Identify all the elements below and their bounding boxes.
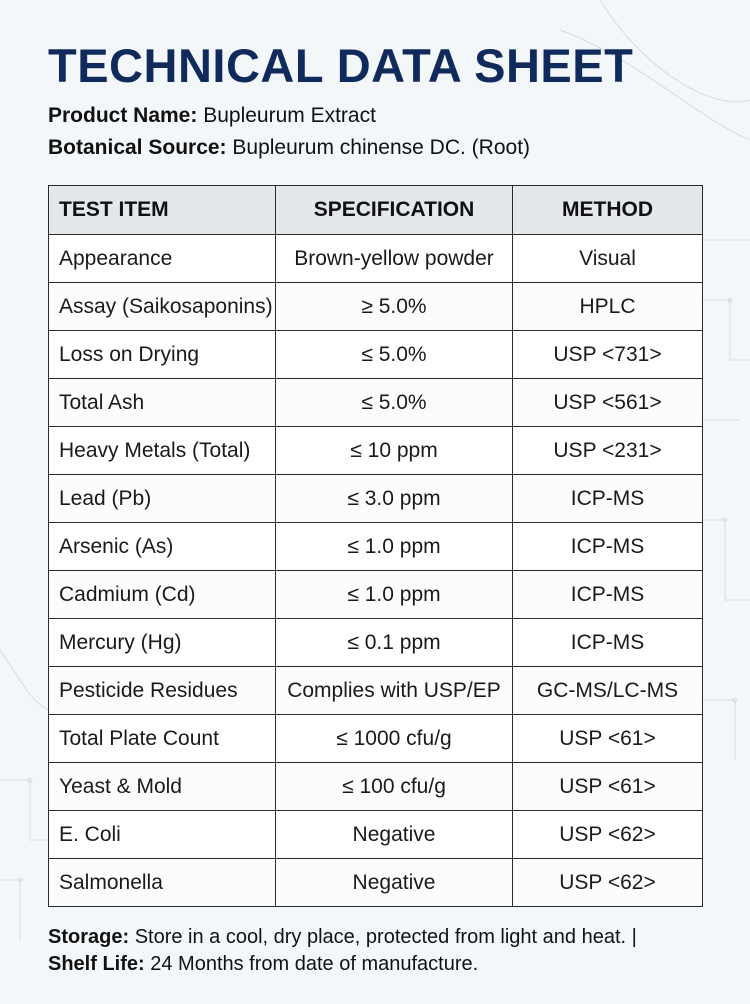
method-cell: USP <231> — [513, 427, 703, 475]
storage-shelf-life-note — [48, 924, 708, 978]
specification-cell: Complies with USP/EP — [276, 667, 513, 715]
table-row — [49, 523, 703, 571]
page-title: TECHNICAL DATA SHEET — [48, 39, 634, 92]
storage-value: Store in a cool, dry place, protected from light and heat. | — [134, 926, 637, 948]
table-row — [49, 811, 703, 859]
table-row — [49, 859, 703, 907]
table-row — [49, 619, 703, 667]
table-row — [49, 427, 703, 475]
table-row — [49, 331, 703, 379]
test-item-cell: Loss on Drying — [49, 331, 276, 379]
table-row — [49, 235, 703, 283]
header-test-item: TEST ITEM — [49, 186, 276, 235]
test-item-cell: Heavy Metals (Total) — [49, 427, 276, 475]
method-cell: USP <61> — [513, 763, 703, 811]
method-cell: USP <731> — [513, 331, 703, 379]
specification-cell: ≤ 3.0 ppm — [276, 475, 513, 523]
table-row — [49, 763, 703, 811]
table-row — [49, 379, 703, 427]
botanical-source-line — [48, 135, 530, 161]
method-cell: USP <61> — [513, 715, 703, 763]
table-row — [49, 667, 703, 715]
storage-label: Storage: — [48, 926, 130, 948]
product-name-value: Bupleurum Extract — [203, 104, 376, 127]
table-row — [49, 283, 703, 331]
table-row — [49, 571, 703, 619]
table-row — [49, 475, 703, 523]
test-item-cell: Assay (Saikosaponins) — [49, 283, 276, 331]
specification-cell: ≥ 5.0% — [276, 283, 513, 331]
botanical-source-value: Bupleurum chinense DC. (Root) — [232, 136, 531, 159]
product-name-line — [48, 103, 376, 129]
table-header-row — [49, 186, 703, 235]
method-cell: ICP-MS — [513, 523, 703, 571]
specification-cell: ≤ 0.1 ppm — [276, 619, 513, 667]
specification-cell: ≤ 1000 cfu/g — [276, 715, 513, 763]
shelf-life-value: 24 Months from date of manufacture. — [150, 953, 479, 975]
method-cell: HPLC — [513, 283, 703, 331]
specification-cell: ≤ 1.0 ppm — [276, 571, 513, 619]
test-item-cell: Lead (Pb) — [49, 475, 276, 523]
specification-cell: ≤ 10 ppm — [276, 427, 513, 475]
specification-cell: ≤ 100 cfu/g — [276, 763, 513, 811]
method-cell: GC-MS/LC-MS — [513, 667, 703, 715]
method-cell: USP <62> — [513, 859, 703, 907]
shelf-life-label: Shelf Life: — [48, 953, 145, 975]
test-item-cell: Yeast & Mold — [49, 763, 276, 811]
test-item-cell: E. Coli — [49, 811, 276, 859]
method-cell: ICP-MS — [513, 571, 703, 619]
method-cell: USP <62> — [513, 811, 703, 859]
test-item-cell: Salmonella — [49, 859, 276, 907]
method-cell: Visual — [513, 235, 703, 283]
specification-cell: ≤ 1.0 ppm — [276, 523, 513, 571]
specification-cell: Brown-yellow powder — [276, 235, 513, 283]
test-item-cell: Mercury (Hg) — [49, 619, 276, 667]
test-item-cell: Total Ash — [49, 379, 276, 427]
table-row — [49, 715, 703, 763]
test-item-cell: Cadmium (Cd) — [49, 571, 276, 619]
method-cell: USP <561> — [513, 379, 703, 427]
test-item-cell: Appearance — [49, 235, 276, 283]
test-item-cell: Arsenic (As) — [49, 523, 276, 571]
specification-cell: Negative — [276, 859, 513, 907]
method-cell: ICP-MS — [513, 619, 703, 667]
header-specification: SPECIFICATION — [276, 186, 513, 235]
botanical-source-label: Botanical Source: — [48, 136, 227, 159]
test-item-cell: Pesticide Residues — [49, 667, 276, 715]
product-name-label: Product Name: — [48, 104, 198, 127]
specification-cell: ≤ 5.0% — [276, 379, 513, 427]
method-cell: ICP-MS — [513, 475, 703, 523]
specification-table — [48, 185, 703, 907]
specification-cell: ≤ 5.0% — [276, 331, 513, 379]
specification-cell: Negative — [276, 811, 513, 859]
header-method: METHOD — [513, 186, 703, 235]
test-item-cell: Total Plate Count — [49, 715, 276, 763]
